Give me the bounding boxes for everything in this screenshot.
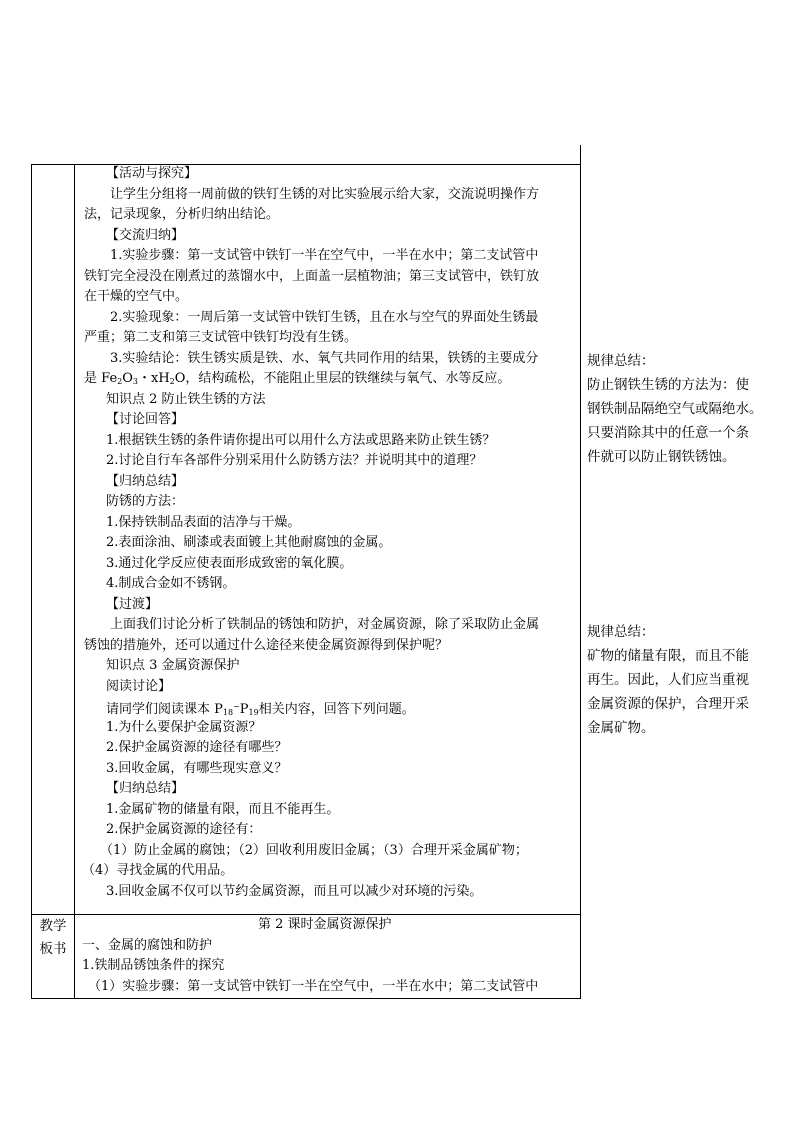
table-divider-notes bbox=[580, 145, 581, 999]
text-line: 铁钉完全浸没在刚煮过的蒸馏水中，上面盖一层植物油；第三支试管中，铁钉放 bbox=[84, 268, 540, 284]
text-line: 上面我们讨论分析了铁制品的锈蚀和防护，对金属资源，除了采取防止金属 bbox=[110, 617, 540, 632]
heading-conclude: 【归纳总结】 bbox=[106, 781, 185, 796]
text-line: 2.实验现象：一周后第一支试管中铁钉生锈，且在水与空气的界面处生锈最 bbox=[110, 309, 539, 325]
formula-subscript: 2 bbox=[117, 377, 123, 386]
note-line: 防止钢铁生锈的方法为：使 bbox=[587, 377, 749, 393]
reading-instruction bbox=[80, 697, 575, 718]
knowledge-point-3: 知识点 3 金属资源保护 bbox=[106, 658, 240, 673]
formula-water: ・xH bbox=[138, 371, 170, 386]
note-line: 金属资源的保护，合理开采 bbox=[587, 696, 749, 712]
formula-o: O bbox=[122, 371, 133, 386]
knowledge-point-2: 知识点 2 防止铁生锈的方法 bbox=[106, 391, 266, 407]
note-line: 钢铁制品隔绝空气或隔绝水。 bbox=[587, 401, 763, 417]
note-line: 再生。因此，人们应当重视 bbox=[587, 672, 749, 688]
heading-summary: 【交流归纳】 bbox=[106, 227, 185, 243]
text-line: （1）防止金属的腐蚀；（2）回收利用废旧金属；（3）合理开采金属矿物； bbox=[100, 842, 528, 858]
text-line: 防锈的方法： bbox=[106, 494, 185, 509]
text-line: 锈蚀的措施外，还可以通过什么途径来使金属资源得到保护呢？ bbox=[84, 637, 449, 653]
note-title: 规律总结： bbox=[587, 353, 655, 369]
list-item: 3.回收金属不仅可以节约金属资源，而且可以减少对环境的污染。 bbox=[106, 883, 483, 899]
heading-discuss: 【讨论回答】 bbox=[106, 412, 185, 427]
board-line: 一、金属的腐蚀和防护 bbox=[82, 937, 213, 953]
heading-reading: 阅读讨论】 bbox=[106, 678, 172, 694]
lesson-main-content bbox=[80, 164, 575, 902]
heading-activity: 【活动与探究】 bbox=[106, 166, 198, 181]
formula-line bbox=[80, 369, 575, 390]
tilde: ~ bbox=[233, 702, 240, 711]
text-line: 让学生分组将一周前做的铁钉生锈的对比实验展示给大家，交流说明操作方 bbox=[110, 186, 540, 202]
formula-subscript: 3 bbox=[132, 377, 138, 386]
table-left-border bbox=[31, 164, 32, 999]
note-title: 规律总结： bbox=[587, 624, 655, 640]
board-label-line: 板书 bbox=[39, 941, 67, 957]
list-item: 4.制成合金如不锈钢。 bbox=[106, 576, 236, 591]
question: 2.讨论自行车各部件分别采用什么防锈方法？并说明其中的道理？ bbox=[106, 453, 483, 468]
note-line: 矿物的储量有限，而且不能 bbox=[587, 648, 749, 664]
board-content bbox=[80, 915, 575, 997]
note-block-2 bbox=[587, 620, 792, 740]
note-block-1 bbox=[587, 349, 792, 469]
text-line: 1.实验步骤：第一支试管中铁钉一半在空气中，一半在水中；第二支试管中 bbox=[110, 248, 539, 263]
heading-conclude: 【归纳总结】 bbox=[106, 473, 185, 489]
question: 1.为什么要保护金属资源？ bbox=[106, 719, 262, 735]
note-line: 件就可以防止钢铁锈蚀。 bbox=[587, 449, 736, 465]
page-subscript: 19 bbox=[248, 708, 259, 717]
formula-subscript: 2 bbox=[169, 377, 175, 386]
text-line: 3.实验结论：铁生锈实质是铁、水、氧气共同作用的结果，铁锈的主要成分 bbox=[110, 350, 539, 366]
reading-suffix: 相关内容，回答下列问题。 bbox=[258, 702, 415, 717]
text-line: 在干燥的空气中。 bbox=[84, 289, 189, 304]
text-line: （4）寻找金属的代用品。 bbox=[82, 863, 234, 878]
text-line: 严重；第二支和第三支试管中铁钉均没有生锈。 bbox=[84, 330, 358, 345]
note-line: 金属矿物。 bbox=[587, 720, 655, 736]
question: 2.保护金属资源的途径有哪些？ bbox=[106, 740, 288, 755]
page-p: P bbox=[239, 702, 249, 717]
formula-tail: O，结构疏松，不能阻止里层的铁继续与氧气、水等反应。 bbox=[174, 371, 511, 386]
list-item: 2.表面涂油、刷漆或表面镀上其他耐腐蚀的金属。 bbox=[106, 535, 392, 550]
question: 1.根据铁生锈的条件请你提出可以用什么方法或思路来防止铁生锈？ bbox=[106, 432, 496, 448]
note-line: 只要消除其中的任意一个条 bbox=[587, 425, 749, 441]
question: 3.回收金属，有哪些现实意义？ bbox=[106, 760, 288, 776]
list-item: 3.通过化学反应使表面形成致密的氧化膜。 bbox=[106, 555, 353, 571]
board-line: （1）实验步骤：第一支试管中铁钉一半在空气中，一半在水中；第二支试管中 bbox=[88, 978, 539, 994]
board-title: 第 2 课时金属资源保护 bbox=[258, 917, 392, 932]
table-divider-label bbox=[74, 164, 75, 999]
formula-prefix: 是 Fe bbox=[84, 371, 118, 386]
reading-prefix: 请同学们阅读课本 P bbox=[106, 702, 223, 717]
text-line: 法，记录现象，分析归纳出结论。 bbox=[84, 207, 280, 222]
list-item: 1.金属矿物的储量有限，而且不能再生。 bbox=[106, 801, 340, 817]
board-label bbox=[33, 915, 73, 961]
list-item: 2.保护金属资源的途径有： bbox=[106, 822, 262, 837]
board-line: 1.铁制品锈蚀条件的探究 bbox=[82, 958, 225, 973]
board-label-line: 教学 bbox=[39, 918, 67, 934]
list-item: 1.保持铁制品表面的洁净与干燥。 bbox=[106, 514, 301, 530]
page-subscript: 18 bbox=[222, 708, 234, 717]
heading-transition: 【过渡】 bbox=[106, 596, 159, 612]
table-bottom-border bbox=[31, 998, 581, 999]
